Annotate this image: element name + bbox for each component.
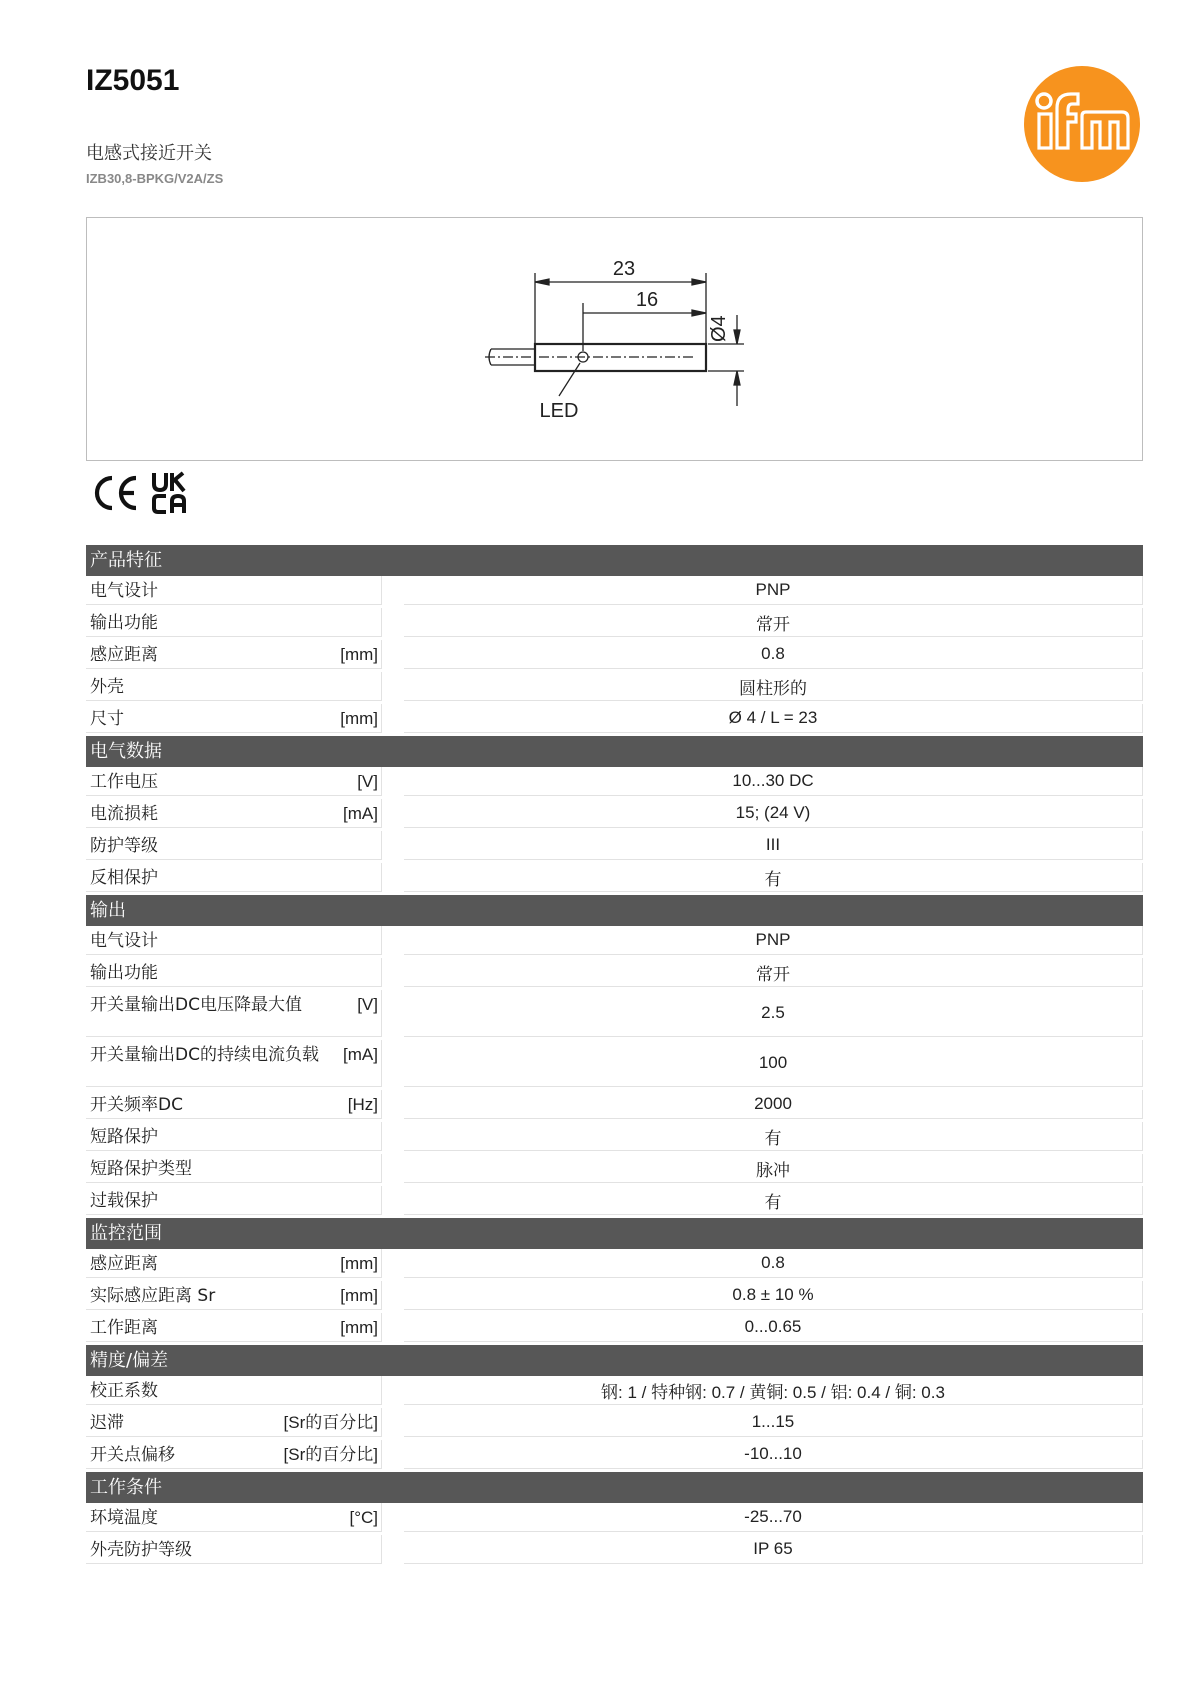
spec-label-cell <box>86 990 382 1037</box>
spec-unit: [mm] <box>340 709 378 728</box>
spec-row <box>86 1090 1143 1122</box>
spec-value: III <box>404 831 1143 860</box>
spec-row <box>86 1503 1143 1535</box>
spec-label-cell <box>86 640 382 669</box>
spec-row <box>86 958 1143 990</box>
spec-row <box>86 990 1143 1040</box>
spec-label-cell <box>86 926 382 955</box>
spec-value: -10...10 <box>404 1440 1143 1469</box>
spec-value: 钢: 1 / 特种钢: 0.7 / 黄铜: 0.5 / 铝: 0.4 / 铜: 0.3 <box>404 1376 1143 1405</box>
spec-value: 0.8 <box>404 640 1143 669</box>
spec-unit: [V] <box>357 772 378 791</box>
spec-label: 电气设计 <box>90 931 158 951</box>
spec-value: 有 <box>404 863 1143 892</box>
spec-label-cell <box>86 799 382 828</box>
ukca-mark-icon <box>154 473 184 513</box>
certification-marks <box>92 470 202 516</box>
dim-diameter-label: Ø4 <box>708 315 730 342</box>
spec-label-cell <box>86 1313 382 1342</box>
spec-label-cell <box>86 1122 382 1151</box>
spec-row <box>86 704 1143 736</box>
spec-label-cell <box>86 1249 382 1278</box>
spec-label: 短路保护类型 <box>90 1159 192 1179</box>
spec-label-cell <box>86 863 382 892</box>
section-header: 输出 <box>86 895 1143 926</box>
spec-label-cell <box>86 958 382 987</box>
spec-row <box>86 1535 1143 1567</box>
spec-value: 0.8 ± 10 % <box>404 1281 1143 1310</box>
spec-unit: [mm] <box>340 1286 378 1305</box>
spec-label: 输出功能 <box>90 963 158 983</box>
spec-label-cell <box>86 576 382 605</box>
spec-label-cell <box>86 1186 382 1215</box>
spec-unit: [°C] <box>349 1508 378 1527</box>
spec-label: 尺寸 <box>90 709 124 729</box>
spec-value: 1...15 <box>404 1408 1143 1437</box>
spec-label: 外壳 <box>90 677 124 697</box>
spec-row <box>86 767 1143 799</box>
spec-label: 电流损耗 <box>90 804 158 824</box>
spec-label: 开关点偏移 <box>90 1445 175 1465</box>
section-header: 工作条件 <box>86 1472 1143 1503</box>
spec-label: 实际感应距离 Sr <box>90 1286 216 1306</box>
spec-label-cell <box>86 672 382 701</box>
spec-unit: [mm] <box>340 1318 378 1337</box>
spec-label: 工作距离 <box>90 1318 158 1338</box>
spec-row <box>86 608 1143 640</box>
section-header: 产品特征 <box>86 545 1143 576</box>
spec-value: 常开 <box>404 958 1143 987</box>
spec-label: 外壳防护等级 <box>90 1540 192 1560</box>
spec-label-cell <box>86 1408 382 1437</box>
spec-label: 开关量输出DC电压降最大值 <box>90 995 302 1015</box>
spec-unit: [mA] <box>343 1045 378 1064</box>
spec-value: 有 <box>404 1186 1143 1215</box>
section-header: 电气数据 <box>86 736 1143 767</box>
spec-label-cell <box>86 831 382 860</box>
spec-value: Ø 4 / L = 23 <box>404 704 1143 733</box>
spec-row <box>86 863 1143 895</box>
spec-unit: [V] <box>357 995 378 1014</box>
spec-label: 感应距离 <box>90 1254 158 1274</box>
spec-row <box>86 640 1143 672</box>
spec-unit: [Sr的百分比] <box>283 1445 378 1464</box>
spec-label-cell <box>86 1154 382 1183</box>
spec-row <box>86 831 1143 863</box>
spec-value: 有 <box>404 1122 1143 1151</box>
spec-row <box>86 1040 1143 1090</box>
spec-unit: [mA] <box>343 804 378 823</box>
ifm-logo <box>1022 64 1142 184</box>
spec-value: 脉冲 <box>404 1154 1143 1183</box>
section-header: 监控范围 <box>86 1218 1143 1249</box>
spec-value: 2000 <box>404 1090 1143 1119</box>
spec-label: 防护等级 <box>90 836 158 856</box>
spec-value: 15; (24 V) <box>404 799 1143 828</box>
spec-label-cell <box>86 1040 382 1087</box>
spec-value: PNP <box>404 576 1143 605</box>
spec-value: 0.8 <box>404 1249 1143 1278</box>
spec-label-cell <box>86 1376 382 1405</box>
spec-label-cell <box>86 1090 382 1119</box>
spec-label: 过载保护 <box>90 1191 158 1211</box>
spec-row <box>86 1122 1143 1154</box>
spec-value: 常开 <box>404 608 1143 637</box>
spec-row <box>86 672 1143 704</box>
dim-length-label: 23 <box>612 258 636 280</box>
article-code: IZB30,8-BPKG/V2A/ZS <box>86 171 224 186</box>
spec-row <box>86 576 1143 608</box>
spec-value: -25...70 <box>404 1503 1143 1532</box>
spec-label-cell <box>86 704 382 733</box>
spec-label: 工作电压 <box>90 772 158 792</box>
spec-row <box>86 799 1143 831</box>
spec-value: 0...0.65 <box>404 1313 1143 1342</box>
product-subtitle: 电感式接近开关 <box>86 143 212 164</box>
spec-row <box>86 1313 1143 1345</box>
spec-label: 迟滞 <box>90 1413 124 1433</box>
spec-row <box>86 1376 1143 1408</box>
spec-label: 电气设计 <box>90 581 158 601</box>
spec-row <box>86 1440 1143 1472</box>
spec-label: 输出功能 <box>90 613 158 633</box>
dim-led-offset-label: 16 <box>635 289 659 311</box>
spec-value: 100 <box>404 1040 1143 1087</box>
spec-label-cell <box>86 767 382 796</box>
spec-label: 反相保护 <box>90 868 158 888</box>
spec-unit: [Hz] <box>347 1095 378 1114</box>
spec-value: 圆柱形的 <box>404 672 1143 701</box>
spec-label-cell <box>86 1535 382 1564</box>
spec-label: 短路保护 <box>90 1127 158 1147</box>
spec-label-cell <box>86 1440 382 1469</box>
section-header: 精度/偏差 <box>86 1345 1143 1376</box>
ce-mark-icon <box>97 478 112 508</box>
dimension-drawing <box>86 217 1143 461</box>
spec-value: PNP <box>404 926 1143 955</box>
spec-label: 开关量输出DC的持续电流负载 <box>90 1045 319 1065</box>
spec-value: IP 65 <box>404 1535 1143 1564</box>
spec-row <box>86 1249 1143 1281</box>
spec-unit: [mm] <box>340 1254 378 1273</box>
specification-table <box>86 545 1143 1567</box>
spec-label-cell <box>86 1281 382 1310</box>
spec-label-cell <box>86 608 382 637</box>
spec-label: 校正系数 <box>90 1381 158 1401</box>
led-label: LED <box>539 400 579 422</box>
spec-unit: [Sr的百分比] <box>283 1413 378 1432</box>
spec-value: 10...30 DC <box>404 767 1143 796</box>
spec-unit: [mm] <box>340 645 378 664</box>
spec-row <box>86 1281 1143 1313</box>
product-title: IZ5051 <box>86 64 180 97</box>
spec-row <box>86 1154 1143 1186</box>
spec-row <box>86 1408 1143 1440</box>
spec-row <box>86 926 1143 958</box>
spec-value: 2.5 <box>404 990 1143 1037</box>
spec-label: 环境温度 <box>90 1508 158 1528</box>
spec-label: 感应距离 <box>90 645 158 665</box>
spec-label-cell <box>86 1503 382 1532</box>
spec-label: 开关频率DC <box>90 1095 183 1115</box>
spec-row <box>86 1186 1143 1218</box>
